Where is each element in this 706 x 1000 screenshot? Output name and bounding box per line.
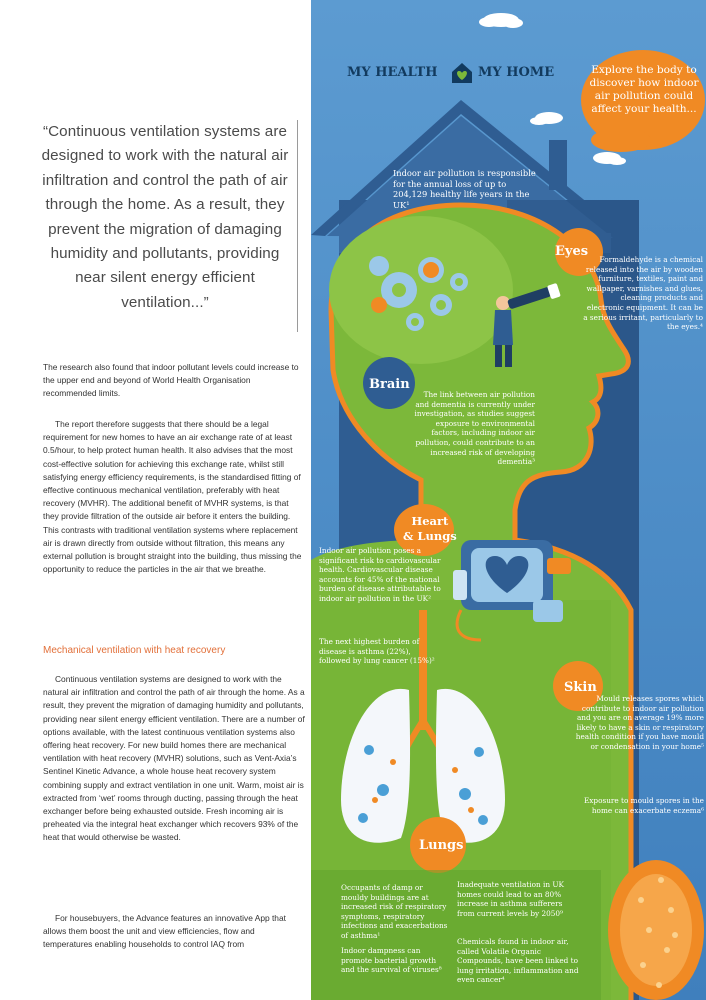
pull-quote (40, 120, 300, 335)
paragraph-housebuyers: For housebuyers, the Advance features an innovative App that allows them boost the unit and view efficiencies, flow and temperatures enabling households to control IAQ from (43, 913, 286, 950)
brain-text: The link between air pollution and dementia is currently under investigation, as studies suggest exposure to environmental factors, including indoor air pollution, could contribute to an increased risk of developing dementia³ (414, 390, 535, 467)
heart-lungs-label (403, 514, 457, 544)
section-heading: Mechanical ventilation with heat recovery (43, 645, 226, 656)
skin-label: Skin (564, 680, 597, 695)
pull-quote-text: “Continuous ventilation systems are designed to work with the natural air infiltration and control the path of air through the home. As a result, they prevent the migration of damaging humidity and pollutants, providing near silent energy efficient ventilation...” (41, 123, 289, 311)
article-column (0, 0, 310, 1000)
explore-text: Explore the body to discover how indoor air pollution could affect your health... (589, 64, 699, 115)
lungs-left-text-1: Occupants of damp or mouldy buildings are at increased risk of respiratory symptoms, respiratory infections and exacerbations of asthma¹ (341, 883, 448, 940)
skin-text: Mould releases spores which contribute to indoor air pollution and you are on average 19% more likely to have a skin or respiratory health condition if you have mould or condensation in your home⁵ (575, 694, 704, 751)
infographic (311, 0, 706, 1000)
heart-text: Indoor air pollution poses a significant risk to cardiovascular health. Cardiovascular disease accounts for 45% of the national burden of disease attributable to indoor air pollution in the UK² (319, 546, 441, 603)
skin-spores-icon (608, 860, 704, 1000)
brain-label: Brain (369, 377, 410, 392)
intro-stat: Indoor air pollution is responsible for the annual loss of up to 204,129 healthy life years in the UK¹ (393, 168, 536, 210)
brand-my-home: MY HOME (478, 65, 555, 80)
lungs-right-text-1: Inadequate ventilation in UK homes could lead to an 80% increase in asthma sufferers from current levels by 2050⁹ (457, 880, 564, 918)
paragraph-research: The research also found that indoor pollutant levels could increase to the upper end and beyond of World Health Organisation recommended limits. (43, 362, 299, 399)
brand-logo (347, 62, 561, 84)
eyes-label: Eyes (555, 244, 589, 259)
house-heart-icon (451, 62, 473, 84)
lungs-right-text-2: Chemicals found in indoor air, called Volatile Organic Compounds, have been linked to lung irritation, inflammation and even cancer⁴ (457, 937, 579, 985)
burden-text: The next highest burden of disease is asthma (22%), followed by lung cancer (15%)² (319, 637, 435, 666)
infographic-artwork (311, 0, 706, 1000)
paragraph-continuous-ventilation: Continuous ventilation systems are designed to work with the natural air infiltration and control the path of air through the home. As a result, they prevent the migration of damaging humidity and pollutants, providing near silent energy efficient ventilation. There are a number of options available, with the latest continuous ventilation systems also offering heat recovery. For new build homes there are mechanical ventilation with heat recovery (MVHR) solutions, such as Vent-Axia’s Sentinel Kinetic Advance, a whole house heat recovery system combining supply and extract ventilation in one unit. Warm, moist air is extracted from ‘wet’ rooms through ducting, passing through the heat exchanger before being exhausted outside. Fresh incoming air is preheated via the integral heat exchanger which recovers 93% of the heat that would otherwise be wasted. (43, 674, 305, 843)
heart-label-line1: Heart (411, 514, 449, 528)
lungs-label: Lungs (419, 838, 464, 853)
brand-my-health: MY HEALTH (347, 65, 438, 80)
heart-label-line2: & Lungs (403, 529, 457, 543)
lungs-left-text-2: Indoor dampness can promote bacterial growth and the survival of viruses⁸ (341, 946, 442, 975)
skin-text-eczema: Exposure to mould spores in the home can exacerbate eczema⁶ (583, 796, 704, 815)
eyes-text: Formaldehyde is a chemical released into the air by wooden furniture, textiles, paint and wallpaper, varnishes and glues, cleaning products and electronic equipment. It can be a serious irritant, particularly to the eyes.⁴ (583, 255, 703, 332)
pull-quote-rule (297, 120, 298, 332)
brain-area (329, 216, 513, 364)
paragraph-report: The report therefore suggests that there should be a legal requirement for new homes to have an air exchange rate of at least 0.5/hour, to help protect human health. It also advises that the most cost-effective solution for achieving this exchange rate, whilst still satisfying energy efficiency requirements, is the standardised fitting of effective continuous mechanical ventilation, preferably with heat recovery (MVHR). The additional benefit of MVHR systems, is that they provide filtration of the outside air before it enters the building. This contrasts with traditional ventilation systems where replacement air is drawn directly from outside without filtration, this means any external pollution is brought straight into the building, thus missing the opportunity to reduce the particles in the air that we breathe. (43, 419, 302, 575)
